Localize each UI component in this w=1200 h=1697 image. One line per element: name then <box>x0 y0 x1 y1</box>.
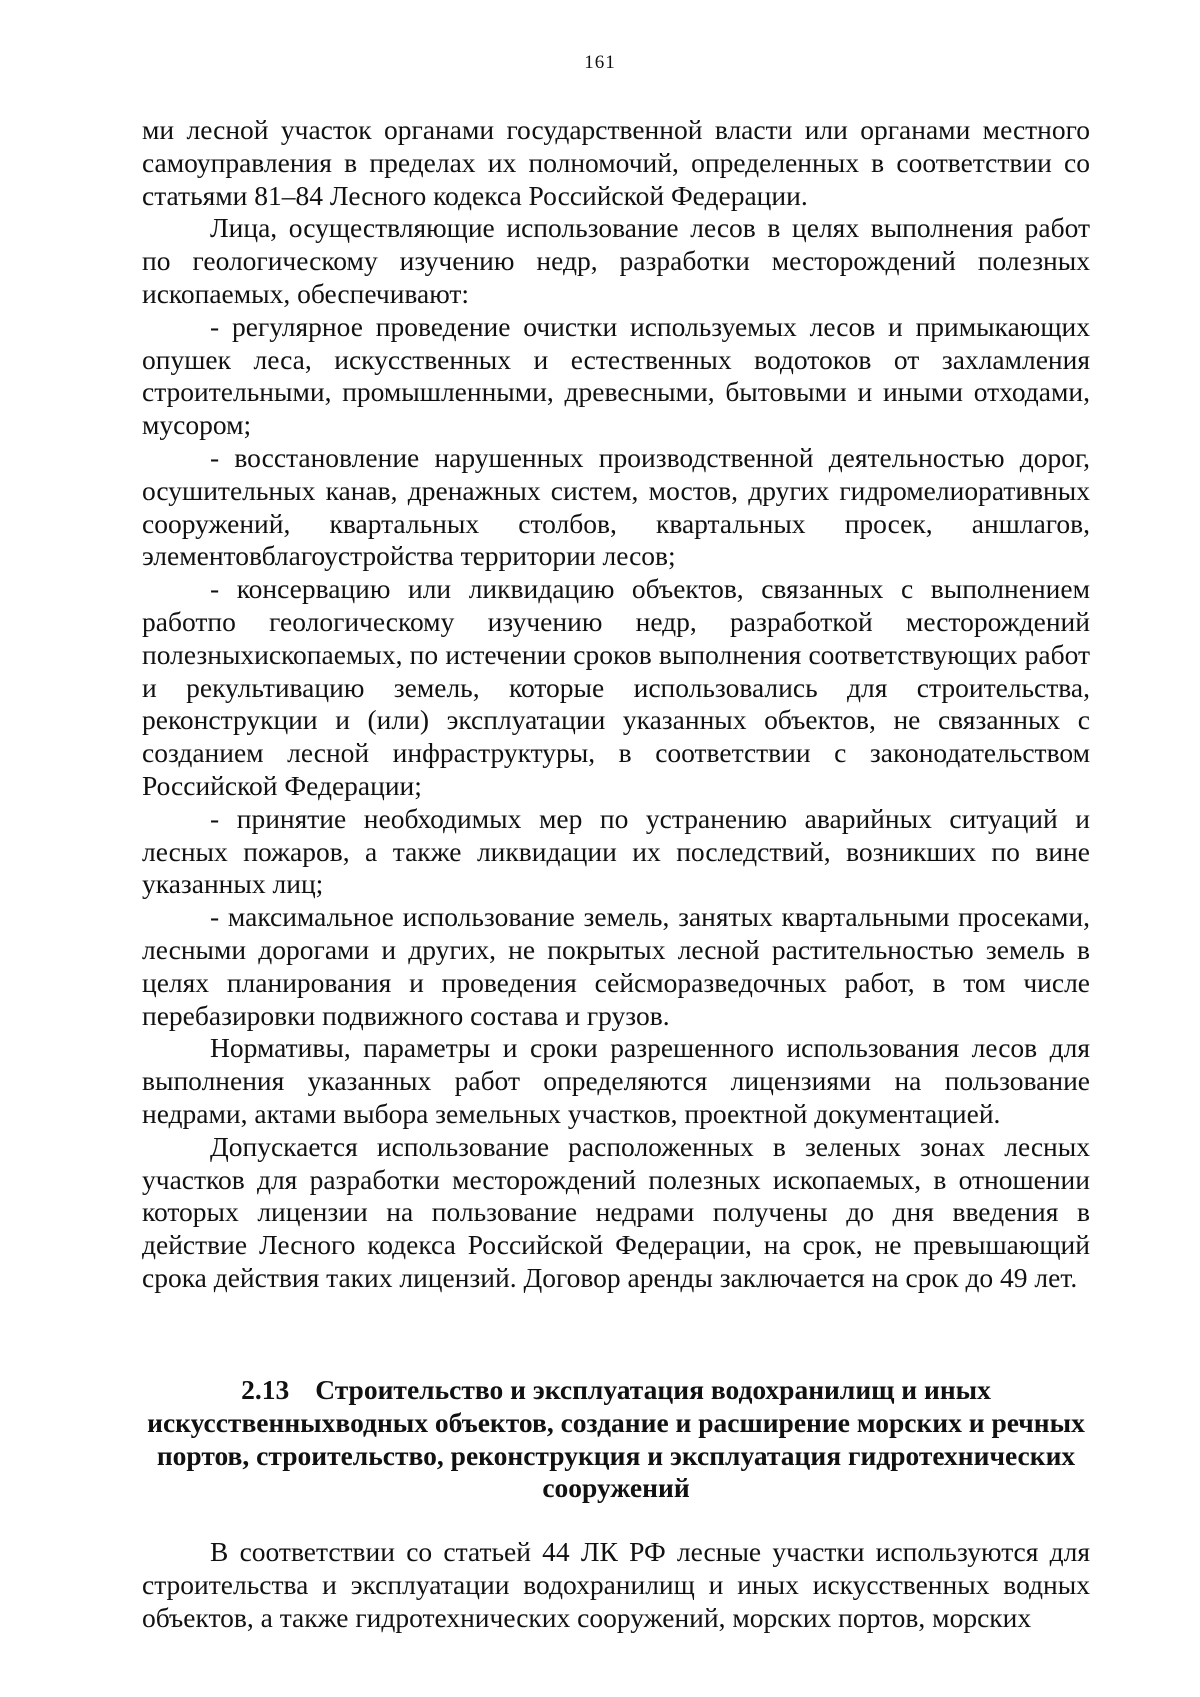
section-heading <box>142 1374 1090 1505</box>
list-item-conservation: - консервацию или ликвидацию объектов, связанных с выполнением работпо геологическому изучению недр, разработкой месторождений полезныхископаемых, по истечении сроков выполнения соответствующих работ и рекультивацию земель, которые использовались для строительства, реконструкции и (или) эксплуатации указанных объектов, не связанных с созданием лесной инфраструктуры, в соответствии с законодательством Российской Федерации; <box>142 573 1090 801</box>
paragraph-green-zones: Допускается использование расположенных в зеленых зонах лесных участков для разработки месторождений полезных ископаемых, в отношении которых лицензии на пользование недрами получены до дня введения в действие Лесного кодекса Российской Федерации, на срок, не превышающий срока действия таких лицензий. Договор аренды заключается на срок до 49 лет. <box>142 1130 1090 1293</box>
list-item-restoration: - восстановление нарушенных производственной деятельностью дорог, осушительных канав, дренажных систем, мостов, других гидромелиоративных сооружений, квартальных столбов, квартальных просек, аншлагов, элементовблагоустройства территории лесов; <box>142 441 1090 572</box>
paragraph-continuation: ми лесной участок органами государственной власти или органами местного самоуправления в пределах их полномочий, определенных в соответствии со статьями 81–84 Лесного кодекса Российской Федерации. <box>142 114 1090 211</box>
paragraph-norms: Нормативы, параметры и сроки разрешенного использования лесов для выполнения указанных работ определяются лицензиями на пользование недрами, актами выбора земельных участков, проектной документацией. <box>142 1032 1090 1129</box>
section-title: Строительство и эксплуатация водохранилищ и иных искусственныхводных объектов, создание и расширение морских и речных портов, строительство, реконструкция и эксплуатация гидротехнических сооружений <box>147 1374 1085 1504</box>
section-body <box>142 1536 1090 1634</box>
page-number: 161 <box>584 52 616 73</box>
list-item-emergency-measures: - принятие необходимых мер по устранению аварийных ситуаций и лесных пожаров, а также ликвидации их последствий, возникших по вине указанных лиц; <box>142 802 1090 900</box>
document-body <box>142 114 1090 1295</box>
paragraph-article-44: В соответствии со статьей 44 ЛК РФ лесные участки используются для строительства и эксплуатации водохранилищ и иных искусственных водных объектов, а также гидротехнических сооружений, морских портов, морских <box>142 1536 1090 1633</box>
paragraph-obligations-intro: Лица, осуществляющие использование лесов в целях выполнения работ по геологическому изучению недр, разработки месторождений полезных ископаемых, обеспечивают: <box>142 212 1090 309</box>
section-number: 2.13 <box>241 1374 290 1405</box>
list-item-land-use: - максимальное использование земель, занятых квартальными просеками, лесными дорогами и других, не покрытых лесной растительностью земель в целях планирования и проведения сейсморазведочных работ, в том числе перебазировки подвижного состава и грузов. <box>142 901 1090 1031</box>
list-item-cleanup: - регулярное проведение очистки используемых лесов и примыкающих опушек леса, искусственных и естественных водотоков от захламления строительными, промышленными, древесными, бытовыми и иными отходами, мусором; <box>142 310 1090 441</box>
